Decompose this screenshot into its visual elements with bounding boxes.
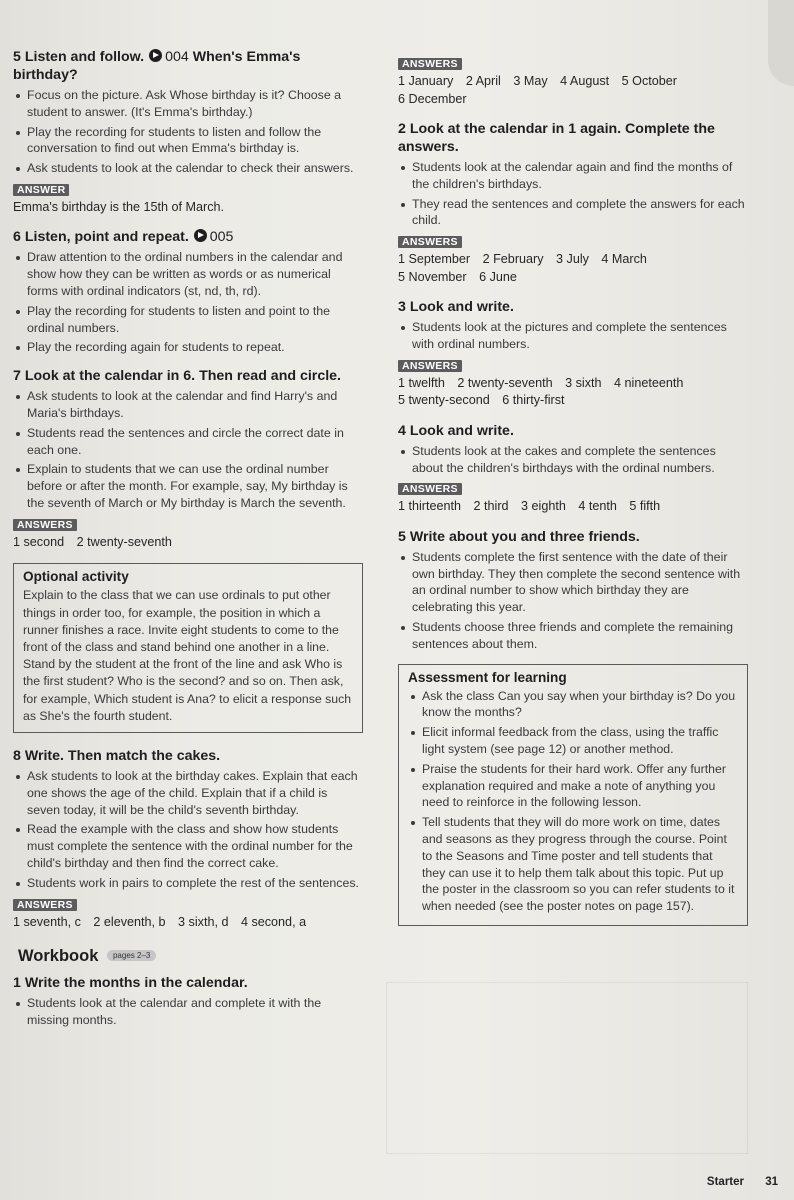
section-5-right-title: 5 Write about you and three friends. xyxy=(398,528,640,545)
answers-tag: ANSWERS xyxy=(398,483,462,495)
section-6-bullets xyxy=(13,249,363,356)
list-item: Explain to students that we can use the ordinal number before or after the month. For example, say, My birthday is the seventh of March or My birthday is March the seventh. xyxy=(13,461,363,511)
page-number: 31 xyxy=(765,1176,778,1188)
assessment-box xyxy=(398,664,748,926)
answers-tag: ANSWERS xyxy=(398,360,462,372)
section-3-bullets xyxy=(398,319,748,353)
answer-item: 6 thirty-first xyxy=(502,393,565,408)
answers-line xyxy=(398,375,748,410)
answer-item: 6 December xyxy=(398,91,467,106)
answer-item: 3 July xyxy=(556,252,589,267)
answer-text: Emma's birthday is the 15th of March. xyxy=(13,199,224,214)
section-5 xyxy=(13,48,363,216)
section-3-title: 3 Look and write. xyxy=(398,299,514,316)
answer-item: 6 June xyxy=(479,269,517,284)
answer-item: 4 August xyxy=(560,74,610,88)
answer-item: 2 twenty-seventh xyxy=(76,534,172,549)
list-item: Focus on the picture. Ask Whose birthday is it? Choose a student to answer. (It's Emma's birthday.) xyxy=(13,87,363,121)
answer-item: 1 thirteenth xyxy=(398,499,462,514)
answer-item: 5 October xyxy=(621,74,677,88)
answer-item: 4 March xyxy=(601,252,647,267)
answer-item: 1 seventh, c xyxy=(13,914,81,929)
answer-item: 2 third xyxy=(473,499,509,514)
answers-line xyxy=(13,534,363,552)
list-item: Play the recording for students to listen and point to the ordinal numbers. xyxy=(13,303,363,337)
answer-item: 1 January xyxy=(398,74,454,88)
answers-line xyxy=(398,251,748,286)
list-item: They read the sentences and complete the answers for each child. xyxy=(398,196,748,230)
answer-item: 2 February xyxy=(482,252,544,267)
audio-cd-icon xyxy=(149,49,162,62)
list-item: Students read the sentences and circle the correct date in each one. xyxy=(13,425,363,459)
track-number: 004 xyxy=(165,49,189,65)
answers-line xyxy=(13,914,363,932)
section-7-title: 7 Look at the calendar in 6. Then read and circle. xyxy=(13,368,341,385)
answer-item: 3 May xyxy=(513,74,548,88)
answer-item: 1 twelfth xyxy=(398,375,445,390)
section-5-bullets xyxy=(13,87,363,177)
answer-tag: ANSWER xyxy=(13,184,69,196)
workbook-pages-badge: pages 2–3 xyxy=(107,950,156,961)
section-4-title: 4 Look and write. xyxy=(398,422,514,439)
answer-item: 2 April xyxy=(465,74,501,88)
section-7-bullets xyxy=(13,388,363,512)
list-item: Praise the students for their hard work. Offer any further explanation required and make a note of anything you need to reinforce in the following lesson. xyxy=(408,761,738,811)
list-item: Students complete the first sentence with the date of their own birthday. They then complete the second sentence with an ordinal number to show which birthday they are celebrating this year. xyxy=(398,549,748,616)
section-3 xyxy=(398,298,748,410)
list-item: Students look at the pictures and complete the sentences with ordinal numbers. xyxy=(398,319,748,353)
list-item: Read the example with the class and show how students must complete the sentence with the ordinal number for the child's birthday and then find the correct cake. xyxy=(13,821,363,871)
list-item: Students choose three friends and complete the remaining sentences about them. xyxy=(398,619,748,653)
section-5-right-bullets xyxy=(398,549,748,653)
answer-item: 5 twenty-second xyxy=(398,393,490,408)
answers-tag: ANSWERS xyxy=(13,899,77,911)
section-2 xyxy=(398,120,748,286)
section-4 xyxy=(398,422,748,516)
optional-activity-title: Optional activity xyxy=(23,569,129,585)
section-2-title: 2 Look at the calendar in 1 again. Complete the answers. xyxy=(398,121,715,155)
answers-line xyxy=(398,498,748,516)
list-item: Elicit informal feedback from the class, using the traffic light system (see page 12) or another method. xyxy=(408,724,738,758)
list-item: Students work in pairs to complete the rest of the sentences. xyxy=(13,875,363,892)
workbook-section-1-title: 1 Write the months in the calendar. xyxy=(13,975,248,992)
list-item: Play the recording for students to listen and follow the conversation to find out when Emma's birthday is. xyxy=(13,124,363,158)
answer-item: 4 tenth xyxy=(578,499,617,514)
optional-activity-text: Explain to the class that we can use ordinals to put other things in order too, for example, the position in which a runner finishes a race. Invite eight students to come to the front of the class and stand behind one another in a line. Stand by the student at the front of the line and ask Who is the first student? Who is the second? and so on. Then ask, for example, Which student is Ana? to elicit a response such as She's the fourth student. xyxy=(23,588,352,723)
list-item: Students look at the calendar and complete it with the missing months. xyxy=(13,995,363,1029)
section-7 xyxy=(13,367,363,551)
section-8-bullets xyxy=(13,768,363,892)
right-column xyxy=(398,54,748,940)
answer-item: 2 twenty-seventh xyxy=(457,375,553,390)
list-item: Ask students to look at the calendar to check their answers. xyxy=(13,160,363,177)
footer-unit: Starter xyxy=(706,1176,744,1188)
list-item: Students look at the calendar again and find the months of the children's birthdays. xyxy=(398,159,748,193)
answers-tag: ANSWERS xyxy=(398,236,462,248)
list-item: Ask students to look at the birthday cakes. Explain that each one shows the age of the child. Explain that if a child is seven today, it will be the child's seventh birthday. xyxy=(13,768,363,818)
left-column xyxy=(13,48,363,1040)
section-5-right xyxy=(398,528,748,653)
track-number: 005 xyxy=(209,229,234,246)
answer-item: 2 eleventh, b xyxy=(93,914,166,929)
bleed-through-box xyxy=(386,982,748,1154)
section-6 xyxy=(13,228,363,356)
answer-item: 3 eighth xyxy=(521,499,566,514)
workbook-heading: Workbook pages 2–3 xyxy=(18,947,363,966)
answers-line xyxy=(398,73,748,108)
answers-tag: ANSWERS xyxy=(13,519,77,531)
optional-activity-box xyxy=(13,563,363,733)
answer-item: 4 nineteenth xyxy=(614,375,684,390)
top-answers xyxy=(398,54,748,108)
answer-item: 3 sixth xyxy=(565,375,602,390)
answer-item: 5 fifth xyxy=(629,499,661,514)
list-item: Students look at the cakes and complete the sentences about the children's birthdays with the ordinal numbers. xyxy=(398,443,748,477)
answer-item: 3 sixth, d xyxy=(178,914,229,929)
audio-cd-icon xyxy=(194,229,207,242)
answer-item: 1 September xyxy=(398,252,471,267)
answers-tag: ANSWERS xyxy=(398,58,462,70)
list-item: Tell students that they will do more work on time, dates and seasons as they progress through the course. Point to the Seasons and Time poster and tell students that they can use it to help them talk about this topic. Put up the poster in the classroom so you can refer students to it when needed (see the poster notes on page 157). xyxy=(408,814,738,915)
workbook-section-1 xyxy=(13,974,363,1029)
page-footer xyxy=(689,1176,778,1188)
list-item: Ask the class Can you say when your birthday is? Do you know the months? xyxy=(408,688,738,722)
list-item: Draw attention to the ordinal numbers in the calendar and show how they can be written as words or as numerical forms with ordinal indicators (st, nd, th, rd). xyxy=(13,249,363,299)
section-5-title: 5 Listen and follow. 004 When's Emma's birthday? xyxy=(13,49,301,83)
answer-item: 5 November xyxy=(398,269,467,284)
list-item: Play the recording again for students to repeat. xyxy=(13,339,363,356)
section-8-title: 8 Write. Then match the cakes. xyxy=(13,747,221,764)
assessment-title: Assessment for learning xyxy=(408,669,567,685)
section-8 xyxy=(13,747,363,931)
workbook-bullets xyxy=(13,995,363,1029)
answer-item: 4 second, a xyxy=(240,914,307,929)
section-2-bullets xyxy=(398,159,748,229)
section-4-bullets xyxy=(398,443,748,477)
list-item: Ask students to look at the calendar and find Harry's and Maria's birthdays. xyxy=(13,388,363,422)
section-6-title: 6 Listen, point and repeat. 005 xyxy=(13,229,234,246)
page-tab-corner xyxy=(768,0,794,86)
answer-item: 1 second xyxy=(13,534,65,549)
assessment-bullets xyxy=(408,688,738,915)
